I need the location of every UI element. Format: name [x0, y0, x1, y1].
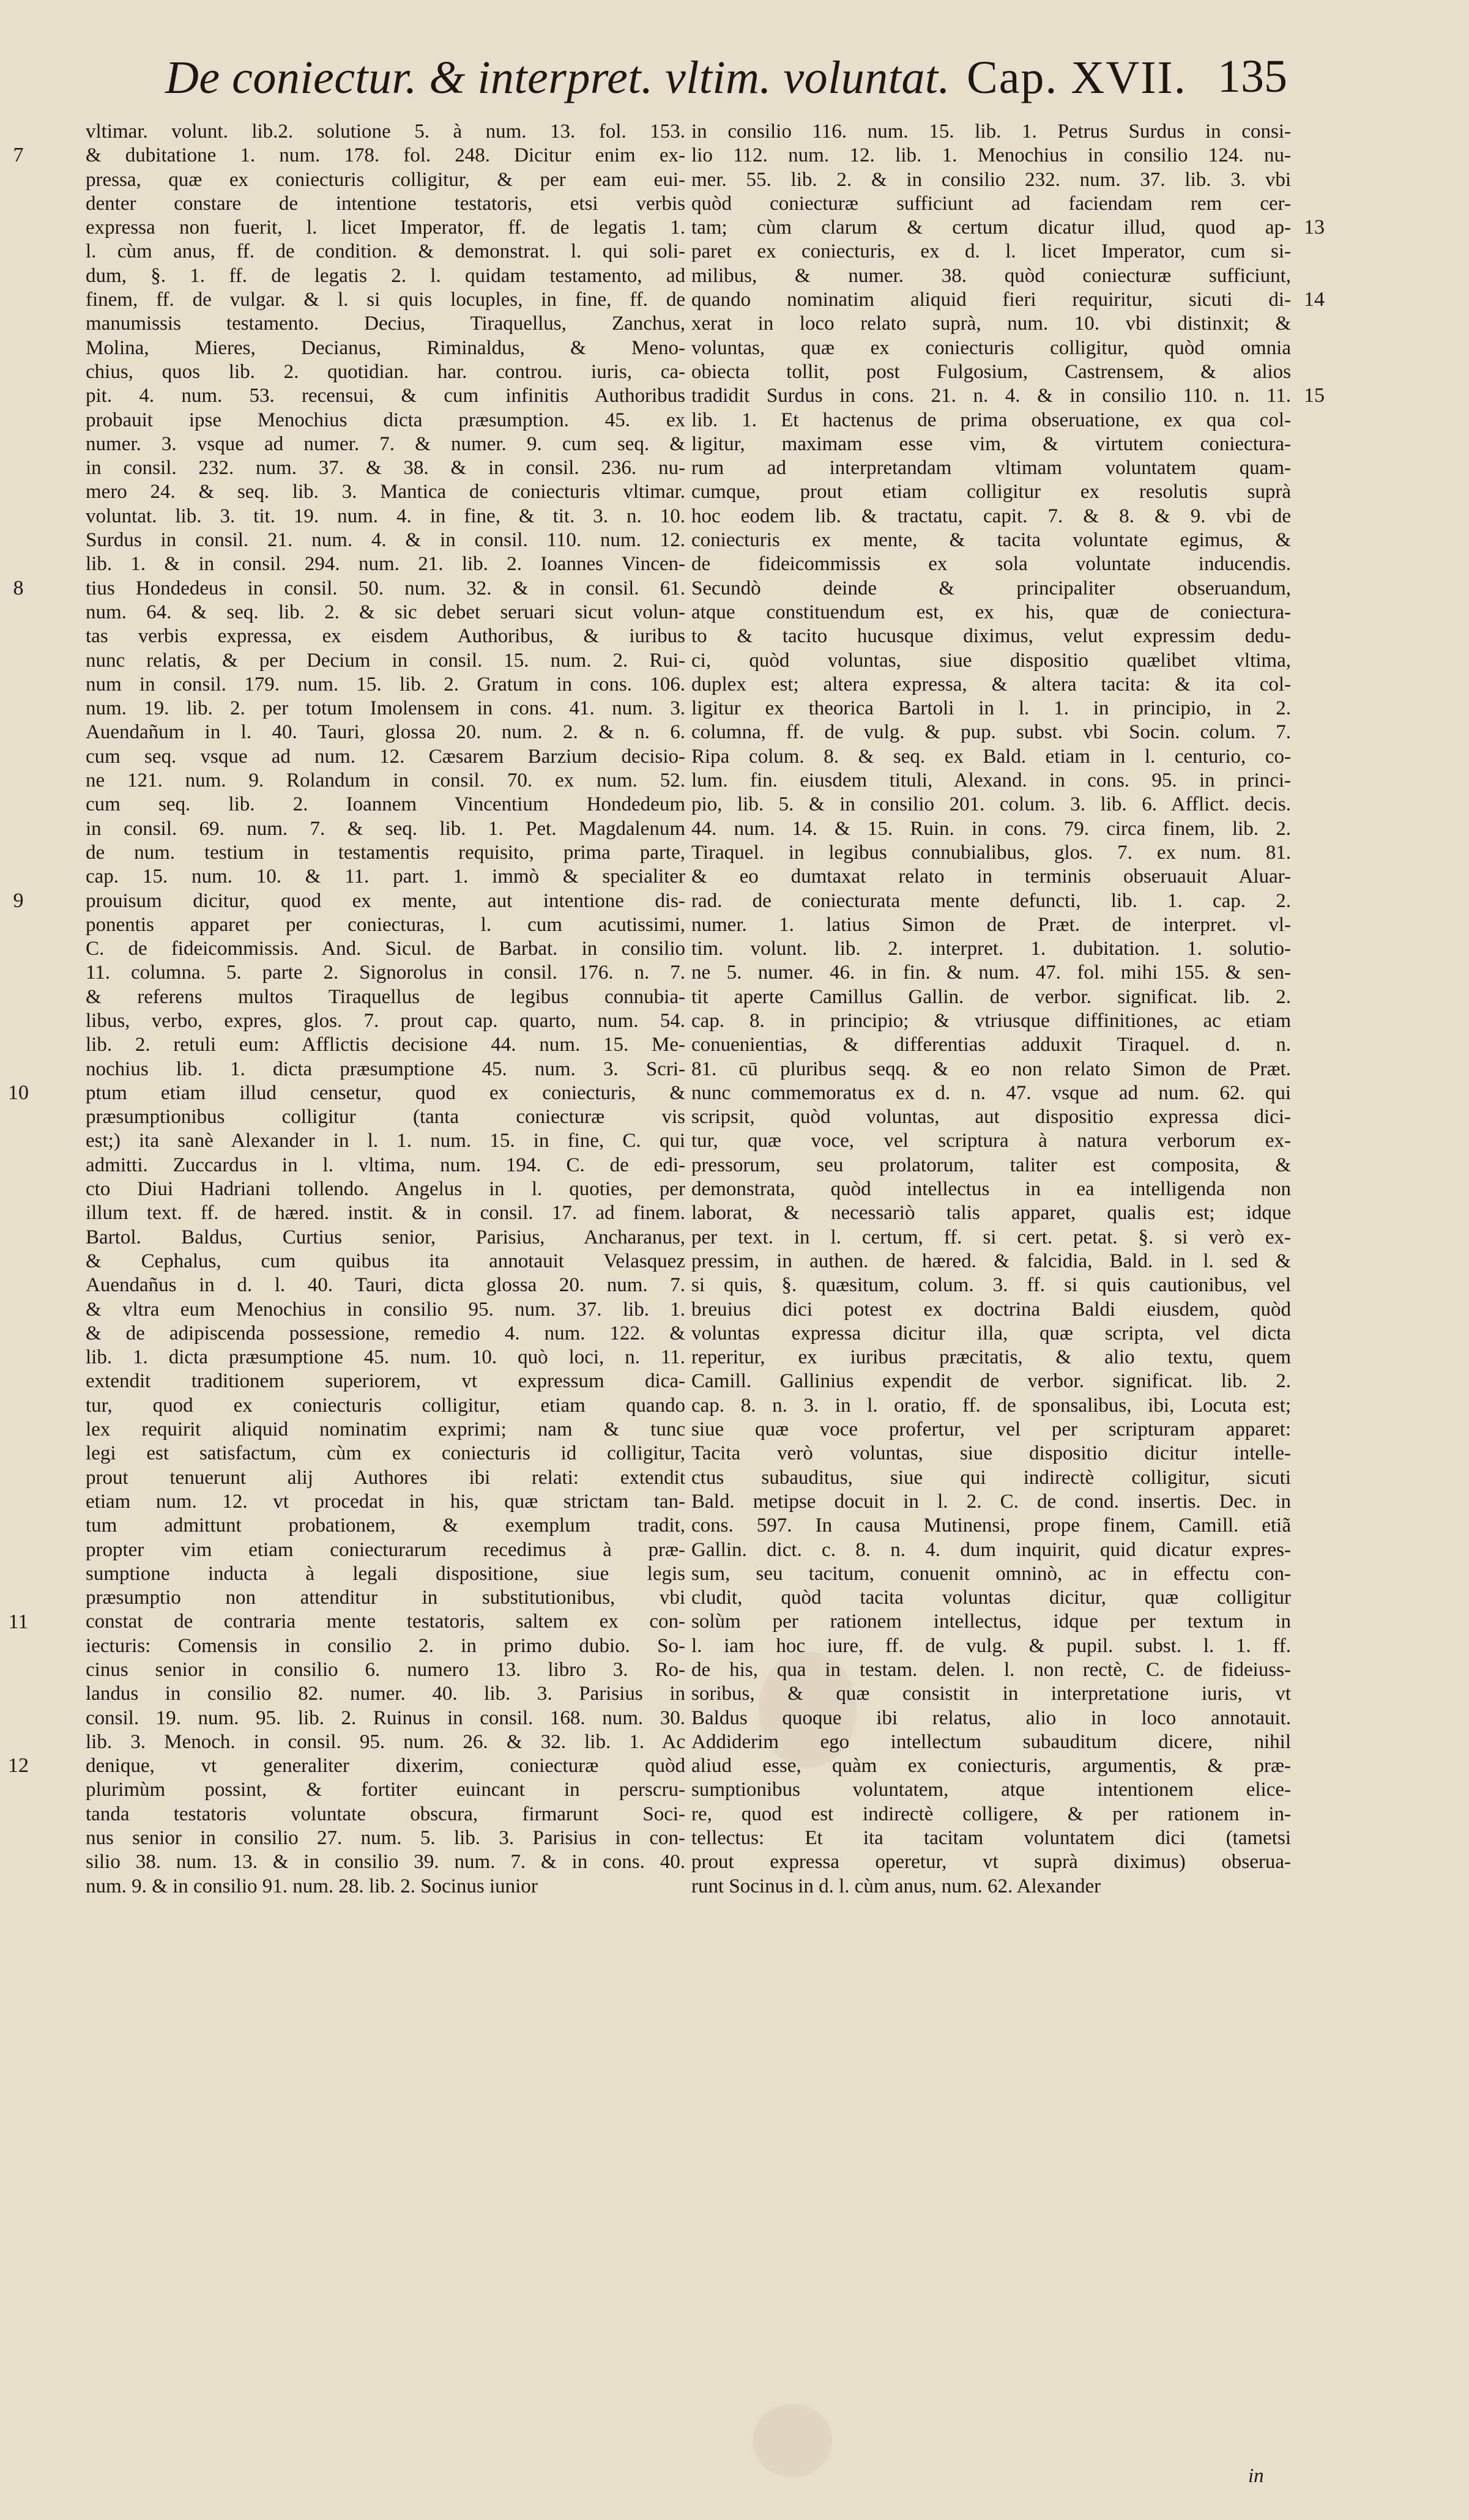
text-line: landus in consilio 82. numer. 40. lib. 3. Parisius in [86, 1683, 685, 1705]
text-line: in consil. 232. num. 37. & 38. & in consil. 236. nu- [86, 457, 685, 480]
text-line: Auendañus in d. l. 40. Tauri, dicta glossa 20. num. 7. [86, 1274, 685, 1297]
margin-number: 13 [1304, 216, 1325, 239]
text-line: Addiderim ego intellectum subauditum dicere, nihil [691, 1730, 1291, 1753]
text-line: sumptionibus voluntatem, atque intentionem elice- [691, 1779, 1291, 1801]
page-header [165, 43, 1364, 116]
margin-number: 10 [8, 1081, 29, 1104]
text-line: laborat, & necessariò talis apparet, qualis est; idque [691, 1202, 1291, 1225]
text-line: illum text. ff. de hæred. instit. & in consil. 17. ad finem. [86, 1202, 685, 1225]
text-line: prout tenuerunt alij Authores ibi relati: extendit [86, 1466, 685, 1489]
text-line: Bartol. Baldus, Curtius senior, Parisius, Ancharanus, [86, 1226, 685, 1248]
text-line: mero 24. & seq. lib. 3. Mantica de coniecturis vltimar. [86, 481, 685, 503]
text-line: atque constituendum est, ex his, quæ de coniectura- [691, 601, 1291, 623]
text-line: columna, ff. de vulg. & pup. subst. vbi Socin. colum. 7. [691, 721, 1291, 744]
text-line: tellectus: Et ita tacitam voluntatem dici (tametsi [691, 1827, 1291, 1850]
text-line: numer. 3. vsque ad numer. 7. & numer. 9. cum seq. & [86, 432, 685, 455]
text-line: præsumptionibus colligitur (tanta coniecturæ vis [86, 1106, 685, 1128]
text-line: pressorum, seu prolatorum, taliter est composita, & [691, 1154, 1291, 1176]
text-line: cto Diui Hadriani tollendo. Angelus in l. quoties, per [86, 1178, 685, 1201]
text-line: lio 112. num. 12. lib. 1. Menochius in consilio 124. nu- [691, 144, 1291, 167]
text-line: Bald. metipse docuit in l. 2. C. de cond. insertis. Dec. in [691, 1490, 1291, 1513]
text-line: obiecta tollit, post Fulgosium, Castrensem, & alios [691, 360, 1291, 383]
text-line: ptum etiam illud censetur, quod ex coniecturis, & [86, 1081, 685, 1104]
text-line: consil. 19. num. 95. lib. 2. Ruinus in consil. 168. num. 30. [86, 1707, 685, 1729]
text-line: ponentis apparet per coniecturas, l. cum acutissimi, [86, 913, 685, 936]
text-line: 81. cū pluribus seqq. & eo non relato Simon de Præt. [691, 1058, 1291, 1080]
text-line: tur, quæ voce, vel scriptura à natura verborum ex- [691, 1130, 1291, 1152]
text-line: aliud esse, quàm ex coniecturis, argumentis, & præ- [691, 1755, 1291, 1777]
text-line: tur, quod ex coniecturis colligitur, etiam quando [86, 1394, 685, 1417]
text-line: voluntas, quæ ex coniecturis colligitur, quòd omnia [691, 336, 1291, 359]
text-line: Molina, Mieres, Decianus, Riminaldus, & Meno- [86, 336, 685, 359]
text-line: voluntat. lib. 3. tit. 19. num. 4. in fine, & tit. 3. n. 10. [86, 505, 685, 527]
margin-number: 15 [1304, 384, 1325, 407]
margin-number: 9 [13, 889, 24, 912]
text-line: breuius dici potest ex doctrina Baldi eiusdem, quòd [691, 1298, 1291, 1321]
text-line: de his, qua in testam. delen. l. non rectè, C. de fideiuss- [691, 1659, 1291, 1681]
text-line: extendit traditionem superiorem, vt expressum dica- [86, 1370, 685, 1393]
text-line: num. 64. & seq. lib. 2. & sic debet seruari sicut volun- [86, 601, 685, 623]
text-line: libus, verbo, expres, glos. 7. prout cap. quarto, num. 54. [86, 1009, 685, 1032]
text-line: Tiraquel. in legibus connubialibus, glos. 7. ex num. 81. [691, 841, 1291, 864]
text-line: duplex est; altera expressa, & altera tacita: & ita col- [691, 673, 1291, 695]
text-line: ligitur, maximam esse vim, & virtutem coniectura- [691, 432, 1291, 455]
text-line: num. 19. lib. 2. per totum Imolensem in cons. 41. num. 3. [86, 697, 685, 720]
text-line: l. iam hoc iure, ff. de vulg. & pupil. subst. l. 1. ff. [691, 1634, 1291, 1657]
chapter-heading: Cap. XVII. [967, 52, 1187, 103]
text-line: tanda testatoris voluntate obscura, firmarunt Soci- [86, 1803, 685, 1825]
text-line: rad. de coniecturata mente defuncti, lib. 1. cap. 2. [691, 889, 1291, 912]
page-number: 135 [1218, 51, 1287, 102]
text-line: numer. 1. latius Simon de Præt. de interpret. vl- [691, 913, 1291, 936]
text-line: quando nominatim aliquid fieri requiritur, sicuti di- [691, 289, 1291, 311]
text-line: solùm per rationem intellectus, idque per textum in [691, 1610, 1291, 1633]
margin-number: 8 [13, 576, 24, 599]
text-line: soribus, & quæ consistit in interpretatione iuris, vt [691, 1683, 1291, 1705]
text-line: conuenientias, & differentias adduxit Tiraquel. d. n. [691, 1034, 1291, 1056]
text-line: denique, vt generaliter dixerim, coniecturæ quòd [86, 1755, 685, 1777]
text-line: si quis, §. quæsitum, colum. 3. ff. si quis cautionibus, vel [691, 1274, 1291, 1297]
text-line: de num. testium in testamentis requisito, prima parte, [86, 841, 685, 864]
text-line: paret ex coniecturis, ex d. l. licet Imperator, cum si- [691, 240, 1291, 263]
text-line: Tacita verò voluntas, siue dispositio dicitur intelle- [691, 1442, 1291, 1465]
text-line: prout expressa operetur, vt suprà diximus) obserua- [691, 1851, 1291, 1873]
text-line: siue quæ voce profertur, vel per scripturam apparet: [691, 1418, 1291, 1441]
text-line: pressa, quæ ex coniecturis colligitur, & per eam eui- [86, 168, 685, 191]
text-line: Secundò deinde & principaliter obseruandum, [691, 577, 1291, 599]
text-line: cinus senior in consilio 6. numero 13. libro 3. Ro- [86, 1659, 685, 1681]
margin-number: 11 [8, 1610, 29, 1633]
margin-number: 12 [8, 1754, 29, 1777]
text-line: cap. 8. in principio; & vtriusque diffinitiones, ac etiam [691, 1009, 1291, 1032]
text-line: runt Socinus in d. l. cùm anus, num. 62. Alexander [691, 1875, 1101, 1897]
text-line: expressa non fuerit, l. licet Imperator, ff. de legatis 1. [86, 217, 685, 239]
text-line: præsumptio non attenditur in substitutionibus, vbi [86, 1587, 685, 1609]
text-line: Camill. Gallinius expendit de verbor. significat. lib. 2. [691, 1370, 1291, 1393]
text-line: in consilio 116. num. 15. lib. 1. Petrus Surdus in consi- [691, 120, 1291, 143]
text-line: cludit, quòd tacita voluntas dicitur, quæ colligitur [691, 1587, 1291, 1609]
text-line: nus senior in consilio 27. num. 5. lib. 3. Parisius in con- [86, 1827, 685, 1850]
text-line: voluntas expressa dicitur illa, quæ scripta, vel dicta [691, 1322, 1291, 1344]
text-line: pio, lib. 5. & in consilio 201. colum. 3. lib. 6. Afflict. decis. [691, 793, 1291, 816]
text-line: num in consil. 179. num. 15. lib. 2. Gratum in cons. 106. [86, 673, 685, 695]
text-line: nochius lib. 1. dicta præsumptione 45. num. 3. Scri- [86, 1058, 685, 1080]
text-line: l. cùm anus, ff. de condition. & demonstrat. l. qui soli- [86, 240, 685, 263]
text-line: lib. 1. dicta præsumptione 45. num. 10. quò loci, n. 11. [86, 1346, 685, 1369]
text-line: lum. fin. eiusdem tituli, Alexand. in cons. 95. in princi- [691, 769, 1291, 792]
text-line: iecturis: Comensis in consilio 2. in primo dubio. So- [86, 1634, 685, 1657]
text-line: ctus subauditus, siue qui indirectè colligitur, sicuti [691, 1466, 1291, 1489]
text-line: & dubitatione 1. num. 178. fol. 248. Dicitur enim ex- [86, 144, 685, 167]
text-line: mer. 55. lib. 2. & in consilio 232. num. 37. lib. 3. vbi [691, 168, 1291, 191]
text-line: lib. 2. retuli eum: Afflictis decisione 44. num. 15. Me- [86, 1034, 685, 1056]
text-line: pit. 4. num. 53. recensui, & cum infinitis Authoribus [86, 385, 685, 407]
text-line: manumissis testamento. Decius, Tiraquellus, Zanchus, [86, 313, 685, 335]
text-line: Ripa colum. 8. & seq. ex Bald. etiam in l. centurio, co- [691, 745, 1291, 768]
text-line: dum, §. 1. ff. de legatis 2. l. quidam testamento, ad [86, 264, 685, 287]
text-line: milibus, & numer. 38. quòd coniecturæ sufficiunt, [691, 264, 1291, 287]
text-line: 44. num. 14. & 15. Ruin. in cons. 79. circa finem, lib. 2. [691, 817, 1291, 840]
text-line: de fideicommissis ex sola voluntate inducendis. [691, 553, 1291, 576]
text-line: Gallin. dict. c. 8. n. 4. dum inquirit, quid dicatur expres- [691, 1538, 1291, 1561]
text-line: silio 38. num. 13. & in consilio 39. num. 7. & in cons. 40. [86, 1851, 685, 1873]
right-text-column [691, 120, 1325, 1899]
text-line: Auendañum in l. 40. Tauri, glossa 20. num. 2. & n. 6. [86, 721, 685, 744]
text-line: ligitur ex theorica Bartoli in l. 1. in principio, in 2. [691, 697, 1291, 720]
text-line: tas verbis expressa, ex eisdem Authoribus, & iuribus [86, 625, 685, 648]
text-line: & Cephalus, cum quibus ita annotauit Velasquez [86, 1250, 685, 1272]
text-line: & eo dumtaxat relato in terminis obseruauit Aluar- [691, 865, 1291, 888]
text-line: tit aperte Camillus Gallin. de verbor. significat. lib. 2. [691, 985, 1291, 1008]
text-line: 11. columna. 5. parte 2. Signorolus in consil. 176. n. 7. [86, 962, 685, 984]
text-line: tius Hondedeus in consil. 50. num. 32. & in consil. 61. [86, 577, 685, 599]
text-line: ci, quòd voluntas, siue dispositio quælibet vltima, [691, 649, 1291, 672]
text-line: rum ad interpretandam vltimam voluntatem quam- [691, 457, 1291, 480]
text-line: cum seq. lib. 2. Ioannem Vincentium Hondedeum [86, 793, 685, 816]
text-line: re, quod est indirectè colligere, & per rationem in- [691, 1803, 1291, 1825]
text-line: tum admittunt probationem, & exemplum tradit, [86, 1514, 685, 1537]
text-line: tradidit Surdus in cons. 21. n. 4. & in consilio 110. n. 11. [691, 385, 1291, 407]
text-line: lib. 1. Et hactenus de prima obseruatione, ex qua col- [691, 409, 1291, 431]
text-line: per text. in l. certum, ff. si cert. petat. §. si verò ex- [691, 1226, 1291, 1248]
text-line: & de adipiscenda possessione, remedio 4. num. 122. & [86, 1322, 685, 1344]
text-line: chius, quos lib. 2. quotidian. har. controu. iuris, ca- [86, 360, 685, 383]
text-line: ne 5. numer. 46. in fin. & num. 47. fol. mihi 155. & sen- [691, 962, 1291, 984]
text-line: in consil. 69. num. 7. & seq. lib. 1. Pet. Magdalenum [86, 817, 685, 840]
text-line: cap. 15. num. 10. & 11. part. 1. immò & specialiter [86, 865, 685, 888]
text-line: nunc relatis, & per Decium in consil. 15. num. 2. Rui- [86, 649, 685, 672]
text-line: demonstrata, quòd intellectus in ea intelligenda non [691, 1178, 1291, 1201]
text-line: denter constare de intentione testatoris, etsi verbis [86, 192, 685, 215]
running-head: De coniectur. & interpret. vltim. voluntat. [165, 52, 950, 103]
text-line: scripsit, quòd voluntas, aut dispositio expressa dici- [691, 1106, 1291, 1128]
text-line: cumque, prout etiam colligitur ex resolutis suprà [691, 481, 1291, 503]
paper-stain [753, 2404, 832, 2477]
text-line: xerat in loco relato suprà, num. 10. vbi distinxit; & [691, 313, 1291, 335]
text-line: sumptione inducta à legali dispositione, siue legis [86, 1562, 685, 1585]
text-line: tam; cùm clarum & certum dicatur illud, quod ap- [691, 217, 1291, 239]
catchword: in [1248, 2465, 1264, 2487]
text-line: propter vim etiam coniecturarum recedimus à præ- [86, 1538, 685, 1561]
text-line: lib. 1. & in consil. 294. num. 21. lib. 2. Ioannes Vincen- [86, 553, 685, 576]
text-line: coniecturis ex mente, & tacita voluntate egimus, & [691, 529, 1291, 552]
margin-number: 14 [1304, 288, 1325, 311]
text-line: to & tacito hucusque diximus, velut expressim dedu- [691, 625, 1291, 648]
text-line: lib. 3. Menoch. in consil. 95. num. 26. & 32. lib. 1. Ac [86, 1730, 685, 1753]
text-line: Surdus in consil. 21. num. 4. & in consil. 110. num. 12. [86, 529, 685, 552]
text-line: & vltra eum Menochius in consilio 95. num. 37. lib. 1. [86, 1298, 685, 1321]
text-line: etiam num. 12. vt procedat in his, quæ strictam tan- [86, 1490, 685, 1513]
left-text-column [8, 120, 685, 1899]
text-line: prouisum dicitur, quod ex mente, aut intentione dis- [86, 889, 685, 912]
text-line: est;) ita sanè Alexander in l. 1. num. 15. in fine, C. qui [86, 1130, 685, 1152]
text-line: cap. 8. n. 3. in l. oratio, ff. de sponsalibus, ibi, Locuta est; [691, 1394, 1291, 1417]
text-line: tim. volunt. lib. 2. interpret. 1. dubitation. 1. solutio- [691, 938, 1291, 960]
text-line: hoc eodem lib. & tractatu, capit. 7. & 8. & 9. vbi de [691, 505, 1291, 527]
text-line: C. de fideicommissis. And. Sicul. de Barbat. in consilio [86, 938, 685, 960]
text-line: vltimar. volunt. lib.2. solutione 5. à num. 13. fol. 153. [86, 120, 685, 143]
text-line: pressim, in authen. de hæred. & falcidia, Bald. in l. sed & [691, 1250, 1291, 1272]
text-line: quòd coniecturæ sufficiunt ad faciendam rem cer- [691, 192, 1291, 215]
text-line: cum seq. vsque ad num. 12. Cæsarem Barzium decisio- [86, 745, 685, 768]
text-line: nunc commemoratus ex d. n. 47. vsque ad num. 62. qui [691, 1081, 1291, 1104]
text-line: admitti. Zuccardus in l. vltima, num. 194. C. de edi- [86, 1154, 685, 1176]
text-line: plurimùm possint, & fortiter euincant in perscru- [86, 1779, 685, 1801]
text-line: ne 121. num. 9. Rolandum in consil. 70. ex num. 52. [86, 769, 685, 792]
text-line: & referens multos Tiraquellus de legibus connubia- [86, 985, 685, 1008]
text-line: legi est satisfactum, cùm ex coniecturis id colligitur, [86, 1442, 685, 1465]
text-line: Baldus quoque ibi relatus, alio in loco annotauit. [691, 1707, 1291, 1729]
text-line: cons. 597. In causa Mutinensi, prope finem, Camill. etiã [691, 1514, 1291, 1537]
text-line: probauit ipse Menochius dicta præsumption. 45. ex [86, 409, 685, 431]
text-line: num. 9. & in consilio 91. num. 28. lib. 2. Socinus iunior [86, 1875, 538, 1897]
text-line: constat de contraria mente testatoris, saltem ex con- [86, 1610, 685, 1633]
text-line: finem, ff. de vulgar. & l. si quis locuples, in fine, ff. de [86, 289, 685, 311]
margin-number: 7 [13, 144, 24, 167]
text-line: sum, seu tacitum, conuenit omninò, ac in effectu con- [691, 1562, 1291, 1585]
text-line: lex requirit aliquid nominatim exprimi; nam & tunc [86, 1418, 685, 1441]
text-line: reperitur, ex iuribus præcitatis, & alio textu, quem [691, 1346, 1291, 1369]
